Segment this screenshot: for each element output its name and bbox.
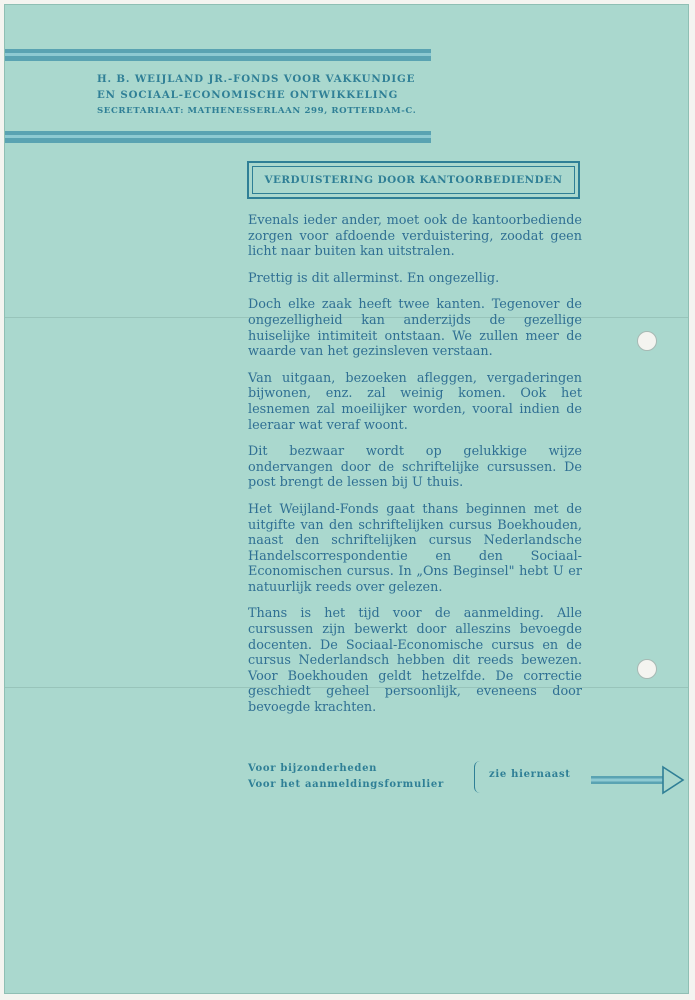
footer-line-details: Voor bijzonderheden — [248, 763, 378, 774]
letterhead-address: SECRETARIAAT: MATHENESSERLAAN 299, ROTTERDAM-C. — [97, 106, 417, 116]
title-frame — [247, 161, 580, 199]
header-band-bottom — [5, 131, 431, 143]
paragraph: Het Weijland-Fonds gaat thans beginnen met de uitgifte van den schriftelijken cursus Boekhouden, naast den schriftelijken cursus Nederlandsche Handelscorrespondentie en den Sociaal-Economischen cursus. In „Ons Beginsel" hebt U er natuurlijk reeds over gelezen. — [248, 501, 582, 595]
paragraph: Doch elke zaak heeft twee kanten. Tegenover de ongezelligheid kan anderzijds de gezellige huiselijke intimiteit ontstaan. We zullen meer de waarde van het gezinsleven verstaan. — [248, 297, 582, 360]
paragraph: Dit bezwaar wordt op gelukkige wijze ondervangen door de schriftelijke cursussen. De post brengt de lessen bij U thuis. — [248, 444, 582, 491]
header-band-top — [5, 49, 431, 61]
paragraph: Thans is het tijd voor de aanmelding. Alle cursussen zijn bewerkt door alleszins bevoegde docenten. De Sociaal-Economische cursus en de cursus Nederlandsch hebben dit reeds bewezen. Voor Boekhouden geldt hetzelfde. De correctie geschiedt geheel persoonlijk, eveneens door bevoegde krachten. — [248, 606, 582, 716]
footer-notes — [248, 761, 488, 793]
letterhead-line-2: EN SOCIAAL-ECONOMISCHE ONTWIKKELING — [97, 89, 399, 101]
letterhead — [97, 71, 432, 119]
document-sheet — [4, 4, 689, 994]
document-title: VERDUISTERING DOOR KANTOORBEDIENDEN — [252, 166, 575, 194]
see-opposite-text: zie hiernaast — [489, 769, 571, 780]
letterhead-line-1: H. B. WEIJLAND JR.-FONDS VOOR VAKKUNDIGE — [97, 73, 416, 85]
arrow-right-icon — [591, 765, 687, 795]
footer-line-form: Voor het aanmeldingsformulier — [248, 779, 444, 790]
paragraph: Evenals ieder ander, moet ook de kantoorbediende zorgen voor afdoende verduistering, zoodat geen licht naar buiten kan uitstralen. — [248, 213, 582, 260]
punch-hole — [637, 659, 657, 679]
paragraph: Prettig is dit allerminst. En ongezellig. — [248, 270, 500, 286]
paragraph: Van uitgaan, bezoeken afleggen, vergaderingen bijwonen, enz. zal weinig komen. Ook het lesnemen zal moeilijker worden, vooral indien de leeraar wat veraf woont. — [248, 370, 582, 433]
body-text — [248, 213, 582, 727]
punch-hole — [637, 331, 657, 351]
brace-mark — [474, 761, 481, 793]
